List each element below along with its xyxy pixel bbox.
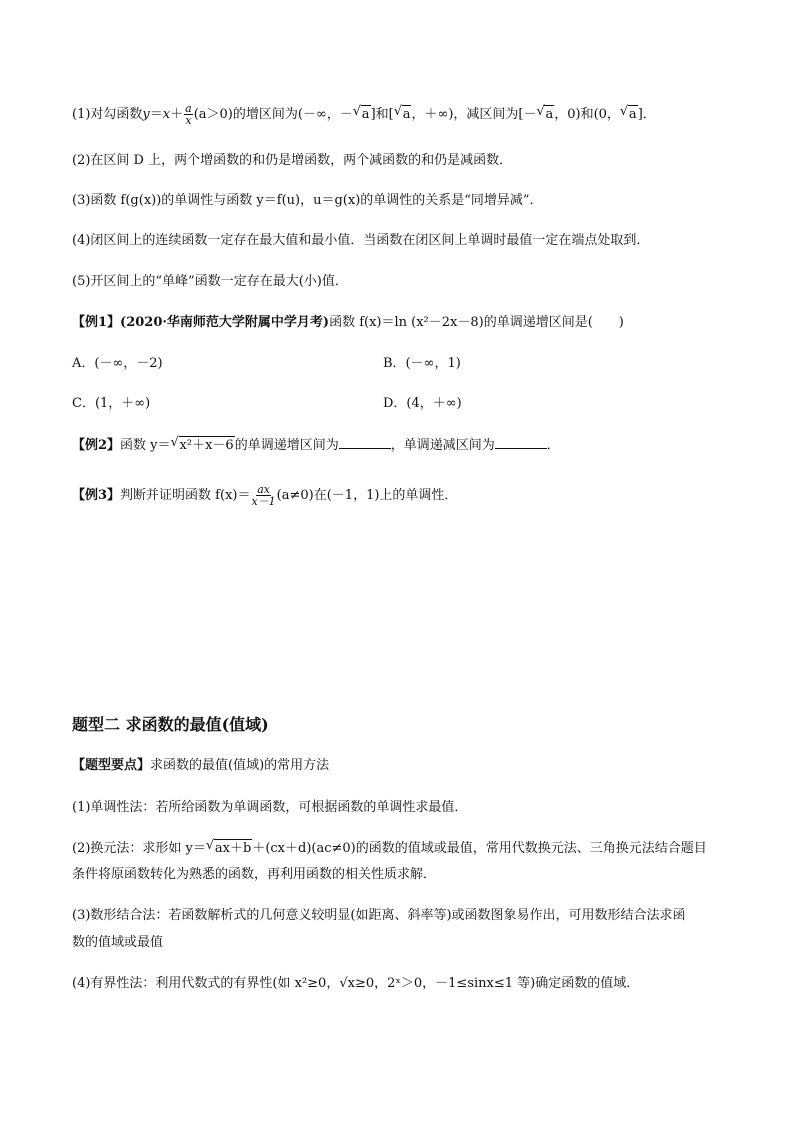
p1-frac-den: x <box>185 114 192 127</box>
p1-mid: ]和[ <box>370 107 394 122</box>
method-2-line-1 <box>72 839 707 858</box>
option-b: B．(－∞，1) <box>383 356 461 371</box>
property-3: (3)函数 f(g(x))的单调性与函数 y＝f(u)，u＝g(x)的单调性的关系是“同增异减”． <box>72 193 543 208</box>
ex3-tag: 【例3】 <box>72 488 121 503</box>
ex1-tag: 【例1】 <box>72 315 121 330</box>
p1-pre: (1)对勾函数 <box>72 107 143 122</box>
p1-sqrt-a2: √ a <box>402 105 412 124</box>
option-c: C．(1，＋∞) <box>72 396 151 411</box>
method-3-line-2: 数的值域或最值 <box>72 935 164 950</box>
ex2-pre: 函数 y＝ <box>120 438 171 453</box>
m2-pre: (2)换元法：求形如 y＝ <box>72 841 206 856</box>
ex3-pre: 判断并证明函数 f(x)＝ <box>120 488 251 503</box>
ex3-post: (a≠0)在(－1，1)上的单调性． <box>276 488 458 503</box>
method-1: (1)单调性法：若所给函数为单调函数，可根据函数的单调性求最值． <box>72 800 468 815</box>
answer-blank-1[interactable] <box>339 436 391 449</box>
p1-sqrt-a3: √ a <box>544 105 554 124</box>
example-1 <box>72 314 624 332</box>
answer-blank-2[interactable] <box>495 436 547 449</box>
option-d: D．(4，＋∞) <box>383 396 462 411</box>
example-3 <box>72 484 457 507</box>
ex3-frac-den: x－1 <box>251 495 276 508</box>
property-5: (5)开区间上的“单峰”函数一定存在最大(小)值． <box>72 274 348 289</box>
ex2-mid: 的单调递增区间为 <box>234 438 339 453</box>
m2-post: ＋(cx＋d)(ac≠0)的函数的值域或最值，常用代数换元法、三角换元法结合题目 <box>252 841 707 856</box>
p1-mid3: ，0)和(0， <box>554 107 620 122</box>
ex2-mid2: ，单调递减区间为 <box>390 438 495 453</box>
example-2 <box>72 436 560 455</box>
ex1-source: (2020·华南师范大学附属中学月考) <box>120 315 330 330</box>
p1-fraction <box>184 103 193 126</box>
ex1-text: 函数 f(x)＝ln (x²－2x－8)的单调递增区间是( ) <box>329 315 624 330</box>
p1-end: ]． <box>637 107 656 122</box>
property-4: (4)闭区间上的连续函数一定存在最大值和最小值．当函数在闭区间上单调时最值一定在端点处取到． <box>72 233 650 248</box>
p1-y: y <box>142 107 150 122</box>
method-2-line-2: 条件将原函数转化为熟悉的函数，再利用函数的相关性质求解． <box>72 867 437 882</box>
ex2-tag: 【例2】 <box>72 438 121 453</box>
ex3-frac-num: ax <box>257 483 270 496</box>
p1-sqrt-a4: √ a <box>628 105 638 124</box>
p1-x: x <box>162 107 171 122</box>
p1-cond: (a＞0)的增区间为(－∞，－ <box>193 107 353 122</box>
ex3-fraction <box>251 484 275 507</box>
key-tag: 【题型要点】 <box>72 758 151 773</box>
m2-radical: √ ax＋b <box>214 839 252 858</box>
p1-sqrt-a: √ a <box>361 105 371 124</box>
option-a: A．(－∞，－2) <box>72 356 163 371</box>
method-3-line-1: (3)数形结合法：若函数解析式的几何意义较明显(如距离、斜率等)或函数图象易作出，可用数形结合法求函 <box>72 908 686 923</box>
property-2: (2)在区间 D 上，两个增函数的和仍是增函数，两个减函数的和仍是减函数． <box>72 153 513 168</box>
ex2-radical: √ x²＋x－6 <box>179 436 235 455</box>
method-4: (4)有界性法：利用代数式的有界性(如 x²≥0，√x≥0，2ˣ＞0，－1≤sinx≤1 等)确定函数的值域． <box>72 976 640 991</box>
ex2-end: ． <box>546 438 560 453</box>
section-heading: 题型二 求函数的最值(值域) <box>72 715 269 734</box>
key-points <box>72 757 329 775</box>
p1-mid2: ，＋∞)，减区间为[－ <box>411 107 537 122</box>
p1-plus: ＋ <box>170 107 184 122</box>
p1-frac-num: a <box>185 102 192 115</box>
key-text: 求函数的最值(值域)的常用方法 <box>150 758 330 773</box>
property-1 <box>72 103 656 126</box>
p1-eq: ＝ <box>149 107 163 122</box>
